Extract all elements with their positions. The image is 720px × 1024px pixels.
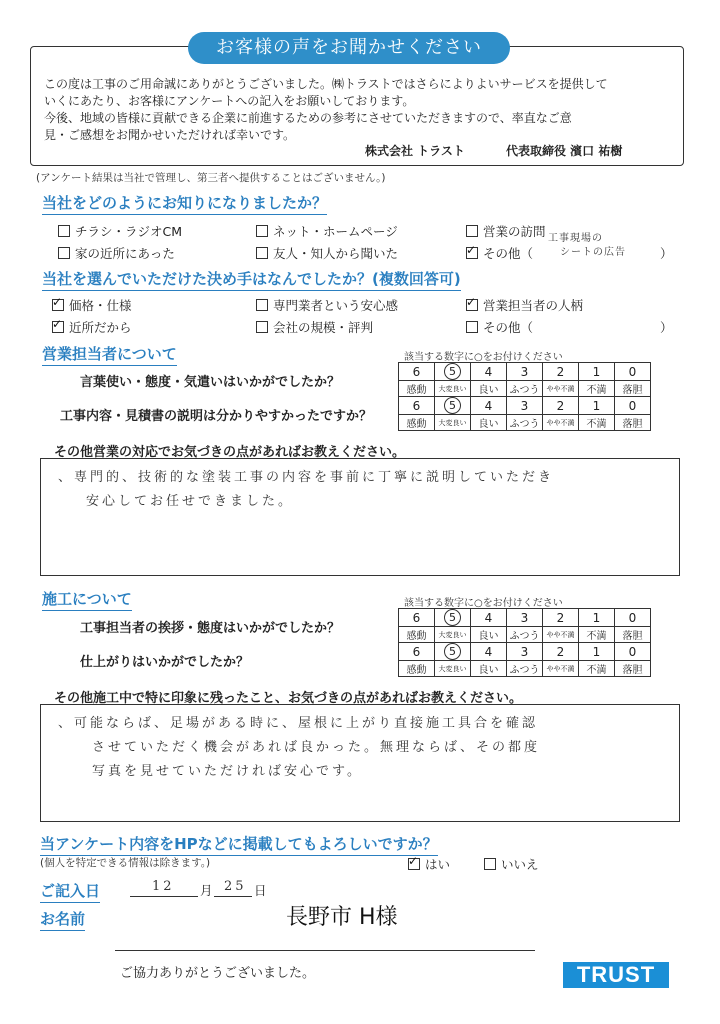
checkbox[interactable] [256,225,268,237]
hp-title: 当アンケート内容をHPなどに掲載してもよろしいですか？ [40,833,438,856]
month-unit: 月 [200,883,213,898]
day-value: 25 [224,879,247,894]
trust-logo: TRUST [563,962,669,988]
scale-label: 大変良い [435,381,471,397]
q2-option[interactable]: 会社の規模・評判 [256,318,373,336]
checkbox[interactable] [484,858,496,870]
close-paren: ） [660,320,673,335]
scale-num[interactable]: 2 [543,363,579,381]
checkbox[interactable] [58,225,70,237]
scale-num[interactable]: 0 [615,643,651,661]
scale-num[interactable]: 3 [507,609,543,627]
scale-num[interactable]: 2 [543,609,579,627]
scale-num-selected[interactable]: 5 [435,609,471,627]
scale-num[interactable]: 1 [579,363,615,381]
sales-comment-prompt: その他営業の対応でお気づきの点があればお教えください。 [54,445,406,460]
hp-note: (個人を特定できる情報は除きます。) [40,857,211,869]
scale-num[interactable]: 0 [615,397,651,415]
scale-num[interactable]: 2 [543,643,579,661]
checkbox[interactable] [256,247,268,259]
q1-option[interactable]: チラシ・ラジオCM [58,222,182,240]
scale-num[interactable]: 6 [399,363,435,381]
scale-num[interactable]: 6 [399,397,435,415]
q1-other-handwritten: 工事現場の シートの広告 [548,233,626,258]
construction-question-2: 仕上がりはいかがでしたか？ [80,655,250,670]
scale-label: やや不満 [543,627,579,643]
hp-yes-option[interactable]: ✓ はい [408,855,450,873]
checkbox-checked[interactable] [466,247,478,259]
scale-num-selected[interactable]: 5 [435,363,471,381]
scale-header: 該当する数字に○をお付けください [404,352,563,363]
rating-scale [398,608,651,677]
closing-text: ご協力ありがとうございました。 [120,966,316,981]
intro-line: いくにあたり、お客様にアンケートへの記入をお願いしております。 [44,94,415,108]
privacy-note: (アンケート結果は当社で管理し、第三者へ提供することはございません。) [36,172,386,184]
scale-label: 良い [471,627,507,643]
q1-option[interactable]: 家の近所にあった [58,244,175,262]
scale-label: ふつう [507,661,543,677]
scale-label: 落胆 [615,627,651,643]
sales-question-2: 工事内容・見積書の説明は分かりやすかったですか？ [60,409,373,424]
q1-title: 当社をどのようにお知りになりましたか？ [42,192,327,215]
name-label: お名前 [40,908,85,931]
intro-text [44,76,674,144]
scale-label: 落胆 [615,381,651,397]
scale-num[interactable]: 4 [471,397,507,415]
name-line [115,950,535,951]
q1-option[interactable]: ネット・ホームページ [256,222,398,240]
sales-question-1: 言葉使い・態度・気遣いはいかがでしたか？ [80,375,341,390]
date-label: ご記入日 [40,880,100,903]
sales-title: 営業担当者について [42,343,177,366]
month-value: 12 [152,879,175,894]
scale-label: ふつう [507,627,543,643]
scale-num-selected[interactable]: 5 [435,397,471,415]
checkbox[interactable] [58,247,70,259]
scale-label: 不満 [579,661,615,677]
scale-label: ふつう [507,381,543,397]
rating-scale [398,362,651,431]
company-name: 株式会社 トラスト [365,144,465,158]
scale-num[interactable]: 6 [399,643,435,661]
intro-line: 今後、地域の皆様に貢献できる企業に前進するための参考にさせていただきますので、率直なご意 [44,111,572,125]
checkbox[interactable] [466,321,478,333]
scale-num[interactable]: 1 [579,643,615,661]
q2-option[interactable]: ✓ 営業担当者の人柄 [466,296,583,314]
checkbox[interactable] [256,299,268,311]
scale-label: 大変良い [435,661,471,677]
checkbox-checked[interactable] [52,321,64,333]
close-paren: ） [660,246,673,261]
q1-option[interactable]: 営業の訪問 [466,222,546,240]
sales-comment-handwritten: 、専門的、技術的な塗装工事の内容を事前に丁寧に説明していただき 安心してお任せできました。 [58,470,555,509]
scale-label: 良い [471,661,507,677]
scale-num[interactable]: 6 [399,609,435,627]
construction-comment-prompt: その他施工中で特に印象に残ったこと、お気づきの点があればお教えください。 [54,691,523,706]
scale-label: 感動 [399,627,435,643]
scale-label: 落胆 [615,661,651,677]
page-title: お客様の声をお聞かせください [188,32,510,64]
scale-num[interactable]: 3 [507,643,543,661]
scale-label: 不満 [579,627,615,643]
checkbox-checked[interactable] [52,299,64,311]
scale-num[interactable]: 3 [507,363,543,381]
ceo-name: 代表取締役 濱口 祐樹 [506,144,623,158]
scale-label: 良い [471,381,507,397]
construction-question-1: 工事担当者の挨拶・態度はいかがでしたか？ [80,621,341,636]
scale-num-selected[interactable]: 5 [435,643,471,661]
scale-label: 大変良い [435,415,471,431]
intro-line: この度は工事のご用命誠にありがとうございました。㈱トラストではさらによりよいサービスを提供して [44,77,608,91]
customer-name: 長野市 H様 [286,905,398,930]
day-unit: 日 [254,883,267,898]
checkbox[interactable] [466,225,478,237]
scale-label: やや不満 [543,661,579,677]
intro-line: 見・ご感想をお聞かせいただければ幸いです。 [44,128,296,142]
q2-title: 当社を選んでいただけた決め手はなんでしたか？(複数回答可) [42,268,461,291]
scale-label: 良い [471,415,507,431]
scale-num[interactable]: 3 [507,397,543,415]
scale-label: 大変良い [435,627,471,643]
scale-num[interactable]: 4 [471,643,507,661]
checkbox-checked[interactable] [466,299,478,311]
q2-option[interactable]: ✓近所だから [52,318,132,336]
scale-label: やや不満 [543,415,579,431]
scale-header: 該当する数字に○をお付けください [404,598,563,609]
checkbox[interactable] [256,321,268,333]
q2-option[interactable]: ✓価格・仕様 [52,296,132,314]
scale-num[interactable]: 0 [615,363,651,381]
q2-option[interactable]: その他（ [466,318,533,336]
scale-label: 感動 [399,415,435,431]
q2-option[interactable]: 専門業者という安心感 [256,296,398,314]
scale-label: やや不満 [543,381,579,397]
scale-label: 不満 [579,415,615,431]
construction-title: 施工について [42,588,132,611]
hp-no-option[interactable]: いいえ [484,855,539,873]
scale-label: 落胆 [615,415,651,431]
scale-num[interactable]: 1 [579,397,615,415]
scale-num[interactable]: 4 [471,363,507,381]
checkbox-checked[interactable] [408,858,420,870]
construction-comment-handwritten: 、可能ならば、足場がある時に、屋根に上がり直接施工具合を確認 させていただく機会があれば良かった。無理ならば、その都度 写真を見せていただければ安心です。 [58,716,541,779]
scale-num[interactable]: 0 [615,609,651,627]
scale-label: ふつう [507,415,543,431]
scale-label: 不満 [579,381,615,397]
scale-label: 感動 [399,381,435,397]
q1-option-other[interactable]: ✓ その他（ [466,244,533,262]
q1-option[interactable]: 友人・知人から聞いた [256,244,398,262]
scale-num[interactable]: 4 [471,609,507,627]
scale-num[interactable]: 2 [543,397,579,415]
scale-label: 感動 [399,661,435,677]
scale-num[interactable]: 1 [579,609,615,627]
